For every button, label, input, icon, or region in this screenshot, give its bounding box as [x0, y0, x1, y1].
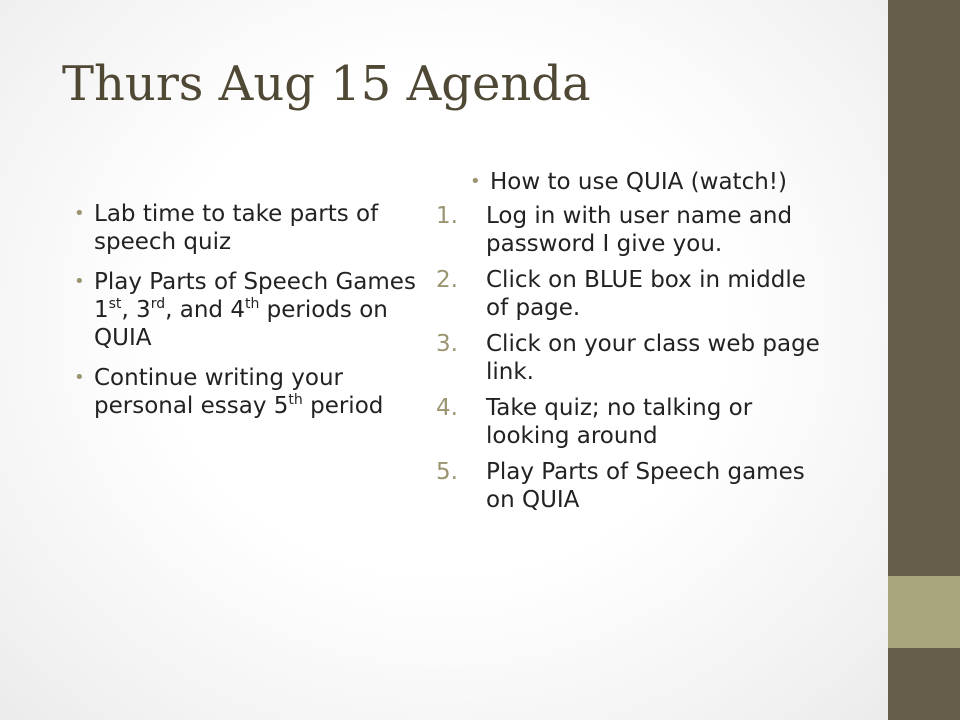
bullet-text: Lab time to take parts of speech quiz: [94, 201, 379, 255]
step-item: [432, 266, 828, 322]
step-number: 3.: [436, 331, 458, 357]
bullet-text: periods on QUIA: [94, 297, 388, 351]
slide-title: Thurs Aug 15 Agenda: [62, 56, 591, 112]
right-bullet-list: [468, 168, 828, 196]
sidebar-accent-block: [888, 576, 960, 648]
bullet-item-quiz: [72, 200, 432, 256]
bullet-item-essay: [72, 364, 432, 420]
bullet-item-games: [72, 268, 432, 352]
step-text: Click on BLUE box in middle of page.: [486, 267, 806, 321]
step-number: 5.: [436, 459, 458, 485]
ordinal-suffix: th: [244, 296, 260, 312]
step-item: [432, 202, 828, 258]
bullet-dot-icon: •: [74, 367, 85, 388]
step-number: 4.: [436, 395, 458, 421]
steps-list: [432, 202, 828, 514]
step-text: Take quiz; no talking or looking around: [486, 395, 753, 449]
bullet-text: Play Parts of Speech Games 1: [94, 269, 416, 323]
bullet-text: , and 4: [165, 297, 245, 323]
ordinal-suffix: th: [288, 392, 303, 408]
bullet-item-how-to-use: [468, 168, 828, 196]
step-number: 1.: [436, 203, 458, 229]
bullet-dot-icon: •: [74, 203, 85, 224]
ordinal-suffix: rd: [150, 296, 166, 312]
step-item: [432, 458, 828, 514]
bullet-text: period: [302, 393, 384, 419]
step-number: 2.: [436, 267, 458, 293]
bullet-text: How to use QUIA (watch!): [490, 169, 787, 195]
step-item: [432, 394, 828, 450]
bullet-dot-icon: •: [470, 171, 481, 192]
left-bullet-list: [72, 200, 432, 420]
step-text: Click on your class web page link.: [486, 331, 820, 385]
step-text: Play Parts of Speech games on QUIA: [486, 459, 805, 513]
bullet-text: , 3: [121, 297, 151, 323]
step-item: [432, 330, 828, 386]
left-column: [72, 200, 432, 432]
ordinal-suffix: st: [108, 296, 122, 312]
bullet-dot-icon: •: [74, 271, 85, 292]
step-text: Log in with user name and password I give you.: [486, 203, 793, 257]
right-column: [436, 168, 828, 522]
bullet-text: Continue writing your personal essay 5: [94, 365, 344, 419]
